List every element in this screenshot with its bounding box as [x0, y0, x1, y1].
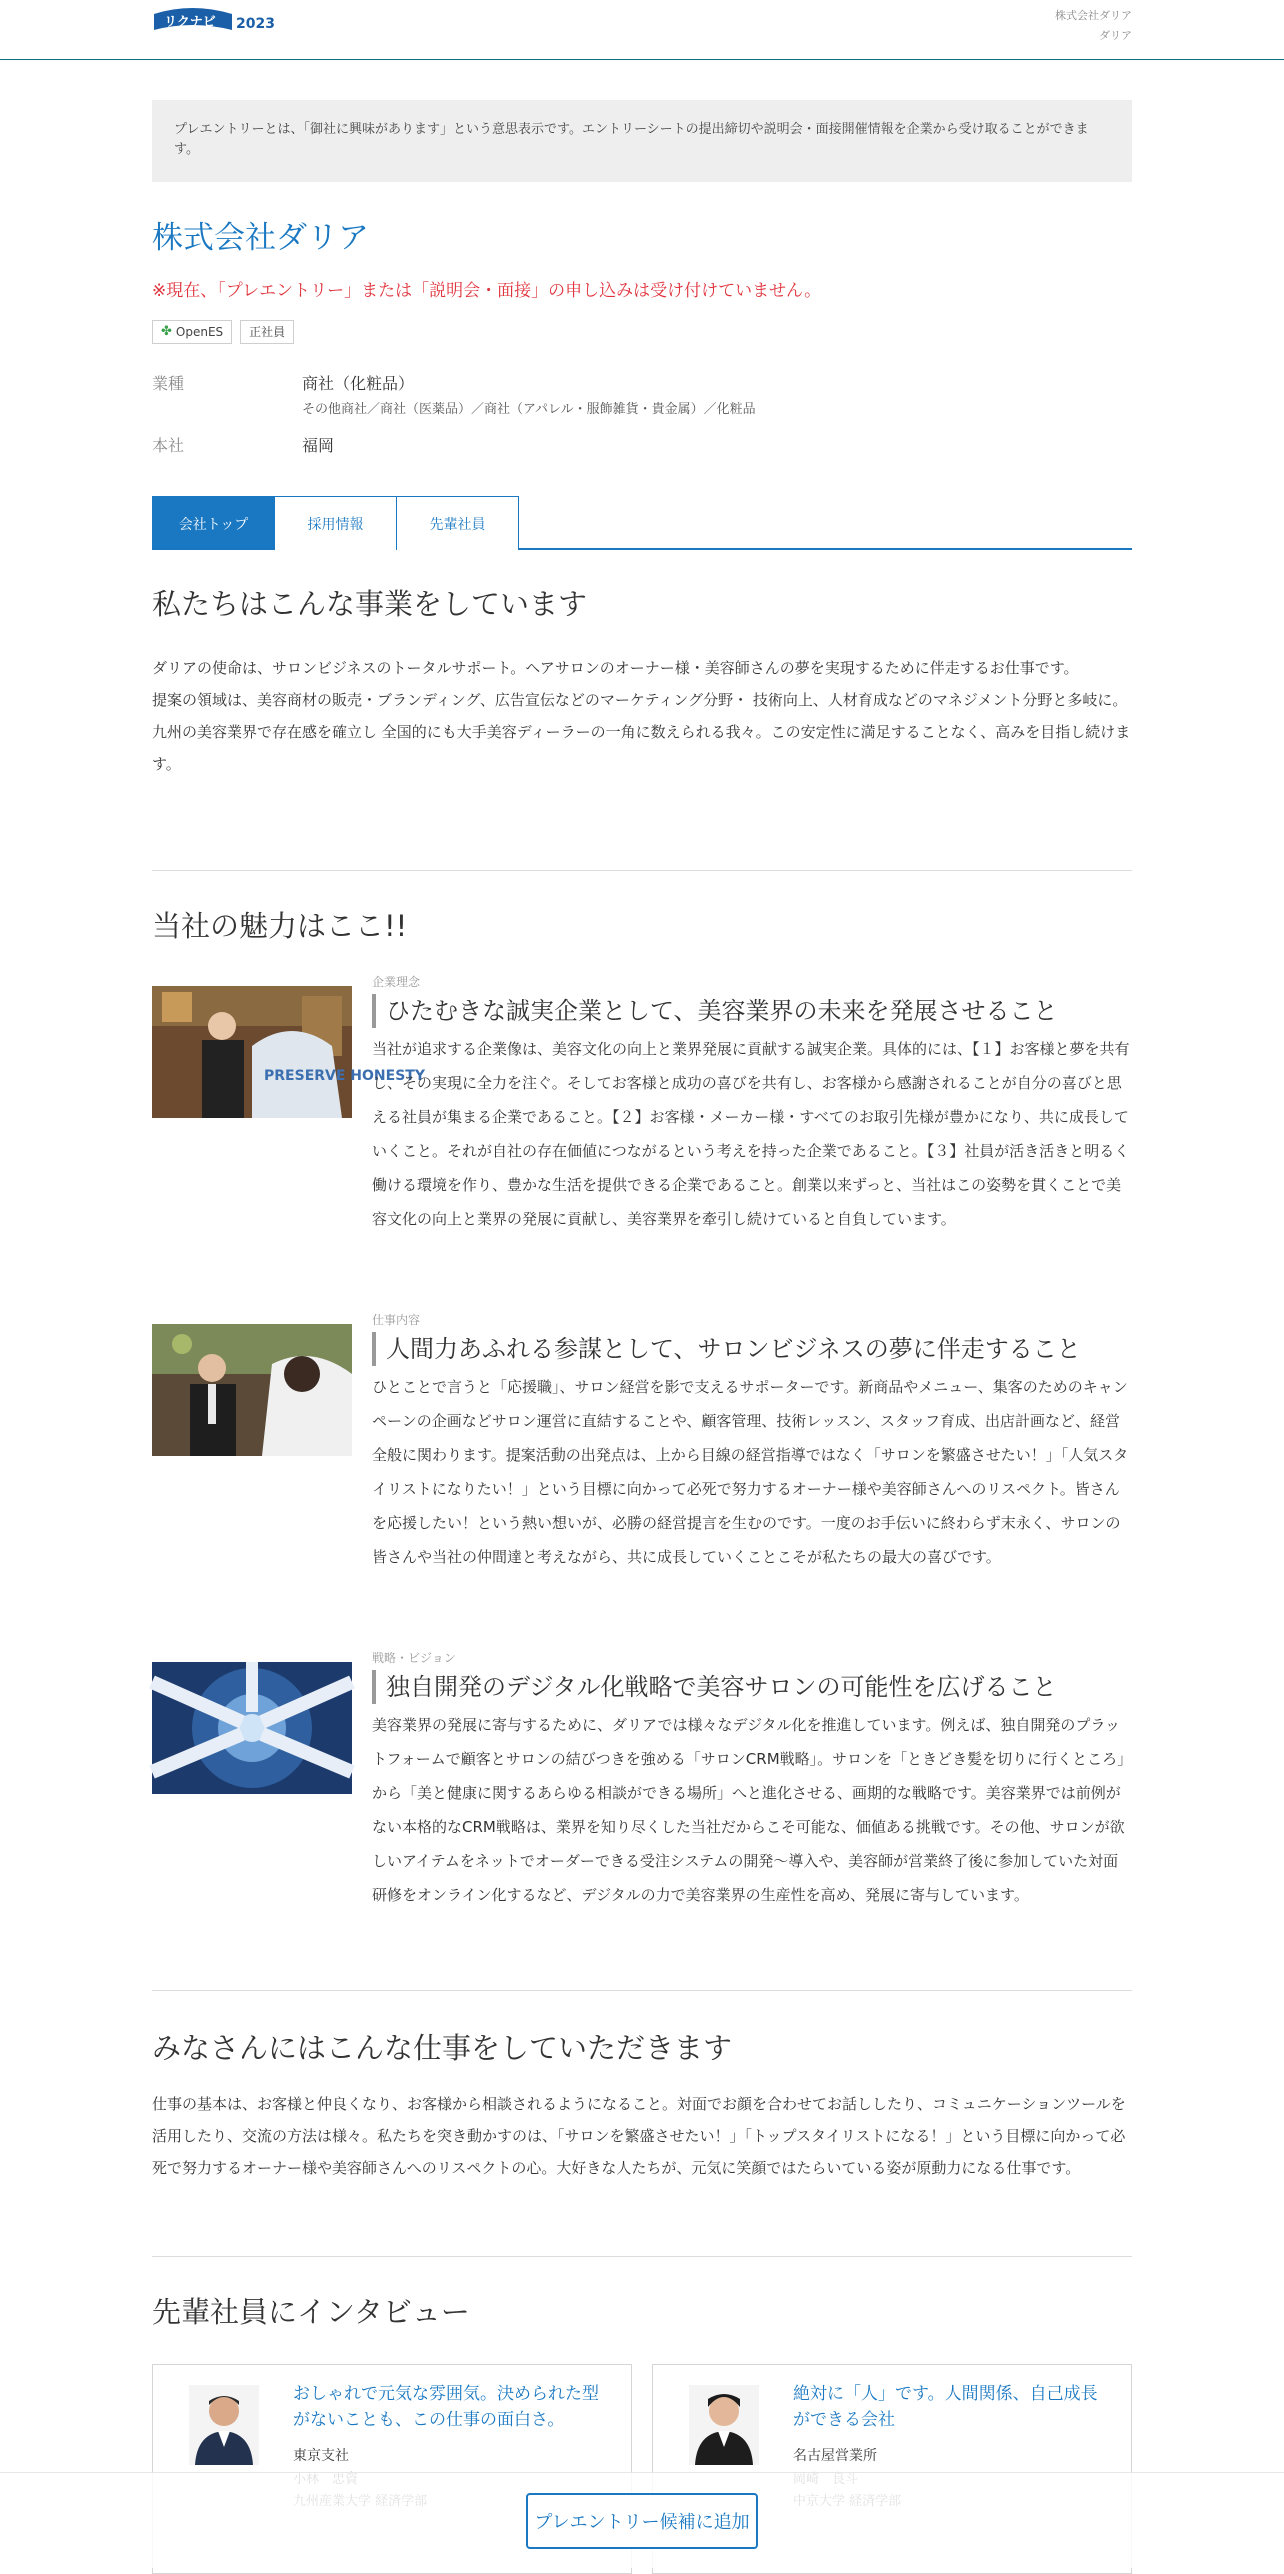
add-preentry-button[interactable]: プレエントリー候補に追加	[526, 2493, 758, 2549]
avatar	[689, 2385, 759, 2465]
hq-row	[152, 434, 1132, 458]
work-body: 仕事の基本は、お客様と仲良くなり、お客様から相談されるようになること。対面でお顔を合わせてお話ししたり、コミュニケーションツールを活用したり、交流の方法は様々。私たちを突き動かすのは、「サロンを繁盛させたい！」「トップスタイリストになる！」という目標に向かって必死で努力するオーナー様や美容師さんへのリスペクトの心。大好きな人たちが、元気に笑顔ではたらいている姿が原動力になる仕事です。	[152, 2095, 1126, 2177]
industry-value: 商社（化粧品）	[302, 374, 415, 393]
industry-row	[152, 372, 1132, 420]
business-paragraph: 提案の領域は、美容商材の販売・ブランディング、広告宣伝などのマーケティング分野・ 技術向上、人材育成などのマネジメント分野と多岐に。	[152, 691, 1128, 709]
interview-quote[interactable]: おしゃれで元気な雰囲気。決められた型がないことも、この仕事の面白さ。	[293, 2384, 599, 2430]
interview-location: 東京支社	[293, 2448, 349, 2464]
preentry-notice: プレエントリーとは、「御社に興味があります」という意思表示です。エントリーシートの提出締切や説明会・面接開催情報を企業から受け取ることができます。	[152, 100, 1132, 182]
svg-text:2023: 2023	[236, 16, 275, 32]
industry-sub: その他商社／商社（医薬品）／商社（アパレル・服飾雑貨・貴金属）／化粧品	[302, 402, 756, 417]
business-title: 私たちはこんな事業をしています	[152, 587, 588, 621]
industry-label: 業種	[152, 374, 185, 393]
company-info	[152, 372, 1132, 472]
charm-tag: 仕事内容	[372, 1313, 421, 1327]
hq-label: 本社	[152, 436, 185, 455]
openes-badge-label: OpenES	[175, 325, 224, 339]
charm-item-text: 美容業界の発展に寄与するために、ダリアでは様々なデジタル化を推進しています。例えば、独自開発のプラットフォームで顧客とサロンの結びつきを強める「サロンCRM戦略」。サロンを「ときどき髪を切りに行くところ」から「美と健康に関するあらゆる相談ができる場所」へと進化させる、画期的な戦略です。美容業界では前例がない本格的なCRM戦略は、業界を知り尽くした当社だからこそ可能な、価値ある挑戦です。その他、サロンが欲しいアイテムをネットでオーダーできる受注システムの開発～導入や、美容師が営業終了後に参加していた対面研修をオンライン化するなど、デジタルの力で美容業界の生産性を高め、発展に寄与しています。	[372, 1716, 1125, 1904]
hq-value: 福岡	[302, 436, 335, 455]
interview-quote[interactable]: 絶対に「人」です。人間関係、自己成長ができる会社	[793, 2384, 1098, 2430]
header-company-sub: ダリア	[1099, 29, 1132, 42]
tab-senior-staff[interactable]: 先輩社員	[396, 496, 519, 550]
business-paragraph: ダリアの使命は、サロンビジネスのトータルサポート。ヘアサロンのオーナー様・美容師さんの夢を実現するために伴走するお仕事です。	[152, 659, 1079, 677]
interview-title: 先輩社員にインタビュー	[152, 2295, 470, 2329]
rikunabi-logo[interactable]	[152, 4, 302, 34]
charm-item-title: ひたむきな誠実企業として、美容業界の未来を発展させること	[372, 994, 1132, 1028]
charm-photo-strategy	[152, 1662, 352, 1794]
employment-type-label: 正社員	[249, 325, 286, 339]
company-name: 株式会社ダリア	[152, 220, 369, 256]
site-header	[0, 0, 1284, 60]
employment-type-badge	[240, 320, 294, 344]
charm-item	[152, 1650, 1132, 1950]
tab-company-top[interactable]: 会社トップ	[152, 496, 275, 550]
charm-item-text: ひとことで言うと「応援職」、サロン経営を影で支えるサポーターです。新商品やメニュー、集客のためのキャンペーンの企画などサロン運営に直結することや、顧客管理、技術レッスン、スタッフ育成、出店計画など、経営全般に関わります。提案活動の出発点は、上から目線の経営指導ではなく「サロンを繁盛させたい！」「人気スタイリストになりたい！」という目標に向かって必死で努力するオーナー様や美容師さんへのリスペクト。皆さんを応援したい！という熱い想いが、必勝の経営提言を生むのです。一度のお手伝いに終わらず末永く、サロンの皆さんや当社の仲間達と考えながら、共に成長していくことこそが私たちの最大の喜びです。	[372, 1378, 1129, 1566]
section-divider	[152, 870, 1132, 871]
section-divider	[152, 1990, 1132, 1991]
avatar	[189, 2385, 259, 2465]
sticky-entry-bar	[0, 2472, 1284, 2568]
charm-tag: 企業理念	[372, 975, 421, 989]
photo-text: PRESERVE HONESTY	[264, 1068, 425, 1084]
tab-recruit-info[interactable]: 採用情報	[274, 496, 397, 550]
charm-title: 当社の魅力はここ!!	[152, 909, 408, 943]
clover-icon: ✤	[161, 324, 172, 339]
charm-item-title: 人間力あふれる参謀として、サロンビジネスの夢に伴走すること	[372, 1332, 1132, 1366]
charm-tag: 戦略・ビジョン	[372, 1651, 456, 1665]
work-title: みなさんにはこんな仕事をしていただきます	[152, 2031, 733, 2065]
header-company	[1055, 6, 1132, 46]
charm-item	[152, 1312, 1132, 1612]
entry-closed-warning: ※現在、「プレエントリー」または「説明会・面接」の申し込みは受け付けていません。	[152, 281, 822, 301]
charm-photo-work	[152, 1324, 352, 1456]
business-paragraph: 九州の美容業界で存在感を確立し 全国的にも大手美容ディーラーの一角に数えられる我々。この安定性に満足することなく、高みを目指し続けます。	[152, 723, 1131, 773]
charm-item	[152, 974, 1132, 1274]
header-company-name: 株式会社ダリア	[1055, 9, 1132, 22]
openes-badge	[152, 320, 232, 344]
charm-item-text: 当社が追求する企業像は、美容文化の向上と業界発展に貢献する誠実企業。具体的には、【１】お客様と夢を共有し、その実現に全力を注ぐ。そしてお客様と成功の喜びを共有し、お客様から感謝されることが自分の喜びと思える社員が集まる企業であること。【２】お客様・メーカー様・すべてのお取引先様が豊かになり、共に成長していくこと。それが自社の存在価値につながるという考えを持った企業であること。【３】社員が活き活きと明るく働ける環境を作り、豊かな生活を提供できる企業であること。創業以来ずっと、当社はこの姿勢を貫くことで美容文化の向上と業界の発展に貢献し、美容業界を牽引し続けていると自負しています。	[372, 1040, 1130, 1228]
badge-list	[152, 320, 1132, 344]
interview-location: 名古屋営業所	[793, 2448, 877, 2464]
svg-text:リクナビ: リクナビ	[164, 15, 216, 30]
section-divider	[152, 2256, 1132, 2257]
charm-photo-philosophy	[152, 986, 425, 1118]
charm-item-title: 独自開発のデジタル化戦略で美容サロンの可能性を広げること	[372, 1670, 1132, 1704]
business-body	[152, 652, 1132, 780]
company-tabs	[152, 496, 1132, 550]
